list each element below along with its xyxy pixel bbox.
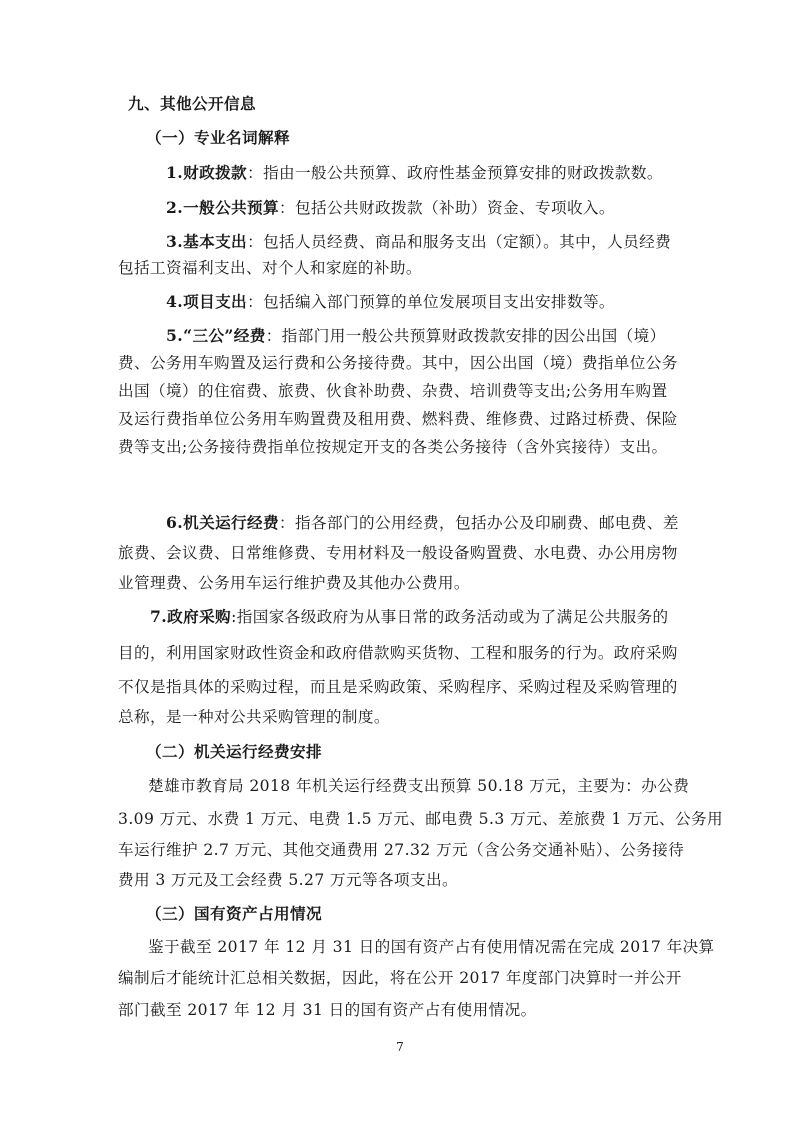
term-label: 6.机关运行经费 — [166, 513, 280, 532]
section-heading: 九、其他公开信息 — [128, 94, 256, 113]
section3-title: （三）国有资产占用情况 — [146, 904, 322, 923]
text-line: 出国（境）的住宿费、旅费、伙食补助费、杂费、培训费等支出;公务用车购置 — [118, 382, 668, 400]
definition-item-5: 5.“三公”经费：指部门用一般公共预算财政拨款安排的因公出国（境） — [166, 326, 666, 345]
term-label: 2.一般公共预算 — [166, 198, 280, 217]
term-label: 4.项目支出 — [166, 292, 248, 311]
text-line: 鉴于截至 2017 年 12 月 31 日的国有资产占有使用情况需在完成 2017 年决算 — [148, 938, 715, 956]
text-line: 楚雄市教育局 2018 年机关运行经费支出预算 50.18 万元，主要为：办公费 — [148, 777, 690, 795]
text-line: 旅费、会议费、日常维修费、专用材料及一般设备购置费、水电费、办公用房物 — [118, 544, 678, 562]
term-label: 3.基本支出 — [166, 232, 248, 251]
text-line: 费、公务用车购置及运行费和公务接待费。其中，因公出国（境）费指单位公务 — [118, 354, 678, 372]
text-line: 及运行费指单位公务用车购置费及租用费、燃料费、维修费、过路过桥费、保险 — [118, 410, 678, 428]
definition-item-3: 3.基本支出：包括人员经费、商品和服务支出（定额）。其中，人员经费 — [166, 232, 672, 251]
text-line: 费等支出;公务接待费指单位按规定开支的各类公务接待（含外宾接待）支出。 — [118, 438, 668, 456]
section1-title: （一）专业名词解释 — [146, 128, 290, 147]
text-line: 不仅是指具体的采购过程，而且是采购政策、采购程序、采购过程及采购管理的 — [118, 678, 678, 696]
text-line: 车运行维护 2.7 万元、其他交通费用 27.32 万元（含公务交通补贴）、公务接待 — [118, 841, 685, 859]
term-label: 5.“三公”经费 — [166, 326, 266, 345]
text-line: 费用 3 万元及工会经费 5.27 万元等各项支出。 — [118, 871, 458, 889]
section2-title: （二）机关运行经费安排 — [146, 742, 322, 761]
text-line: 业管理费、公务用车运行维护费及其他办公费用。 — [118, 574, 470, 592]
term-label: 7.政府采购 — [150, 607, 232, 626]
text-line: 3.09 万元、水费 1 万元、电费 1.5 万元、邮电费 5.3 万元、差旅费 1 万元、公务用 — [118, 810, 723, 828]
text-line: 包括工资福利支出、对个人和家庭的补助。 — [118, 259, 422, 277]
definition-item-6: 6.机关运行经费：指各部门的公用经费，包括办公及印刷费、邮电费、差 — [166, 513, 679, 532]
definition-item-4: 4.项目支出：包括编入部门预算的单位发展项目支出安排数等。 — [166, 292, 615, 311]
page-number: 7 — [396, 1040, 404, 1054]
term-label: 1.财政拨款 — [166, 163, 248, 182]
text-line: 总称，是一种对公共采购管理的制度。 — [118, 708, 390, 726]
text-line: 编制后才能统计汇总相关数据，因此，将在公开 2017 年度部门决算时一并公开 — [118, 969, 682, 987]
definition-item-7: 7.政府采购:指国家各级政府为从事日常的政务活动或为了满足公共服务的 — [150, 607, 669, 626]
definition-item-1: 1.财政拨款：指由一般公共预算、政府性基金预算安排的财政拨款数。 — [166, 163, 663, 182]
definition-item-2: 2.一般公共预算：包括公共财政拨款（补助）资金、专项收入。 — [166, 198, 615, 217]
text-line: 部门截至 2017 年 12 月 31 日的国有资产占有使用情况。 — [118, 1001, 537, 1019]
text-line: 目的，利用国家财政性资金和政府借款购买货物、工程和服务的行为。政府采购 — [118, 644, 678, 662]
